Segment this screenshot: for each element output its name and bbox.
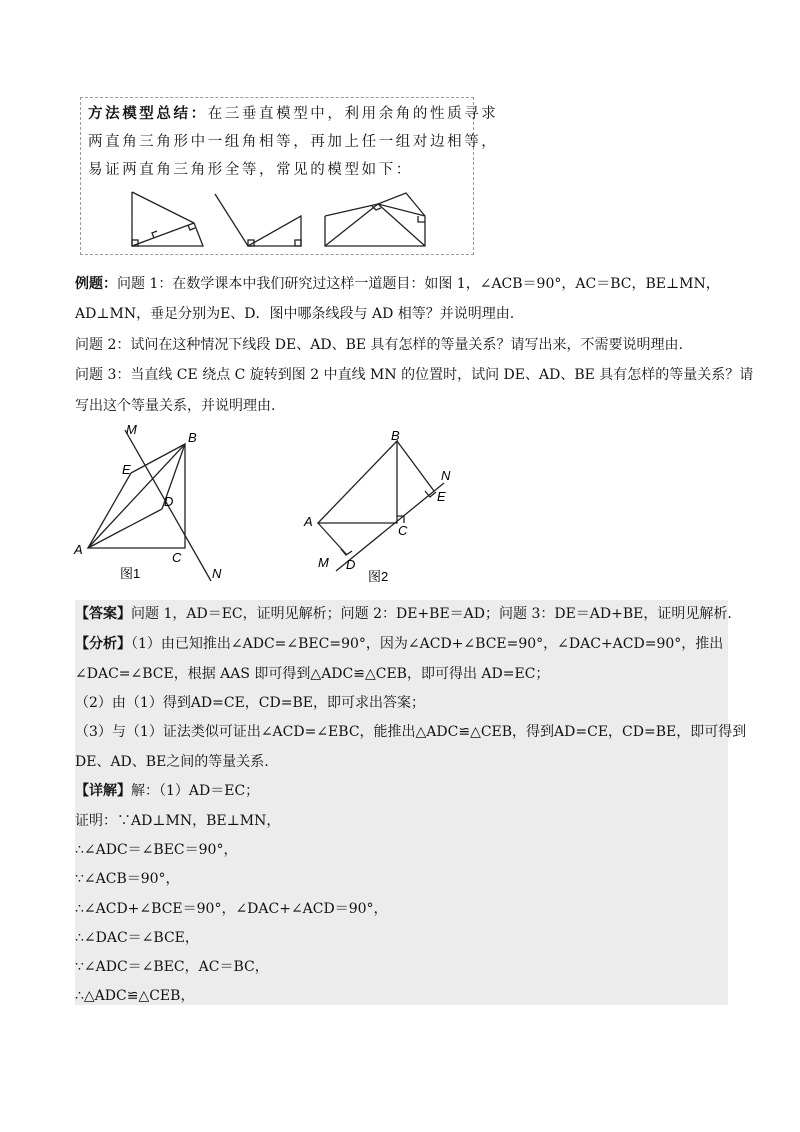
analysis-line1: 【分析】（1）由已知推出∠ADC=∠BEC=90°，因为∠ACD+∠BCE=90°，∠DAC+ACD=90°，推出 (75, 636, 724, 652)
figure2-label-n: N (441, 468, 451, 483)
method-summary-line1: 方法模型总结：在三垂直模型中，利用余角的性质寻求 (88, 106, 499, 122)
figure2-triangle-acb (318, 441, 397, 523)
detail-tag: 【详解】 (75, 783, 131, 799)
method-summary-line2: 两直角三角形中一组角相等，再加上任一组对边相等， (88, 134, 499, 150)
figure2-diagram (300, 425, 470, 585)
detail-line6: ∴∠DAC＝∠BCE， (75, 930, 199, 946)
answer-tag: 【答案】 (75, 606, 131, 622)
analysis-line5: DE、AD、BE之间的等量关系. (75, 754, 269, 770)
figure1-label-d: D (164, 494, 174, 509)
example-question3-line2: 写出这个等量关系，并说明理由. (75, 398, 276, 414)
figure2-label-a: A (304, 514, 313, 529)
model-diagrams (110, 180, 440, 250)
analysis-tag: 【分析】 (75, 636, 131, 652)
figure1-label-e: E (122, 462, 131, 477)
example-question2: 问题 2：试问在这种情况下线段 DE、AD、BE 具有怎样的等量关系？请写出来，不需要说明理由. (75, 337, 683, 353)
detail-line3: ∴∠ADC＝∠BEC＝90°， (75, 842, 238, 858)
analysis-line3: （2）由（1）得到AD=CE，CD=BE，即可求出答案； (75, 695, 425, 711)
detail-line4: ∵∠ACB＝90°， (75, 871, 180, 887)
detail-line5: ∴∠ACD+∠BCE＝90°，∠DAC+∠ACD＝90°， (75, 901, 388, 917)
detail-line2: 证明：∵AD⊥MN，BE⊥MN， (75, 813, 281, 829)
figure2-label-c: C (398, 523, 408, 538)
figure1-label-a: A (74, 542, 83, 557)
example-label: 例题： (75, 276, 117, 292)
detail-line8: ∴△ADC≌△CEB， (75, 988, 195, 1004)
figure1-caption: 图1 (120, 566, 141, 581)
figure1-diagram (60, 418, 250, 588)
figure2-caption: 图2 (368, 569, 389, 584)
analysis-line4: （3）与（1）证法类似可证出∠ACD=∠EBC，能推出△ADC≌△CEB，得到AD=CE，CD=BE，即可得到 (75, 724, 747, 740)
detail-line7: ∵∠ADC＝∠BEC，AC＝BC， (75, 959, 269, 975)
method-summary-title: 方法模型总结： (88, 106, 208, 122)
figure1-label-m: M (126, 422, 137, 437)
figure1-label-b: B (188, 430, 197, 445)
figure2-label-b: B (391, 428, 400, 443)
figure1-label-n: N (212, 566, 222, 581)
example-question3-line1: 问题 3：当直线 CE 绕点 C 旋转到图 2 中直线 MN 的位置时，试问 DE、AD、BE 具有怎样的等量关系？请 (75, 367, 754, 383)
example-question1-line2: AD⊥MN，垂足分别为E、D．图中哪条线段与 AD 相等？并说明理由. (75, 306, 515, 322)
figure2-label-e: E (437, 489, 446, 504)
figure1-label-c: C (172, 550, 182, 565)
figure2-label-d: D (346, 557, 356, 572)
method-summary-line3: 易证两直角三角形全等，常见的模型如下： (88, 162, 413, 178)
detail-line1: 【详解】解：（1）AD＝EC； (75, 783, 260, 799)
figure2-label-m: M (318, 555, 329, 570)
answer-line: 【答案】问题 1，AD＝EC，证明见解析；问题 2：DE+BE＝AD；问题 3：DE＝AD+BE，证明见解析. (75, 606, 732, 622)
example-question1-line1: 例题：问题 1：在数学课本中我们研究过这样一道题目：如图 1，∠ACB＝90°，AC＝BC，BE⊥MN， (75, 276, 720, 292)
analysis-line2: ∠DAC=∠BCE，根据 AAS 即可得到△ADC≌△CEB，即可得出 AD=EC； (75, 666, 550, 682)
